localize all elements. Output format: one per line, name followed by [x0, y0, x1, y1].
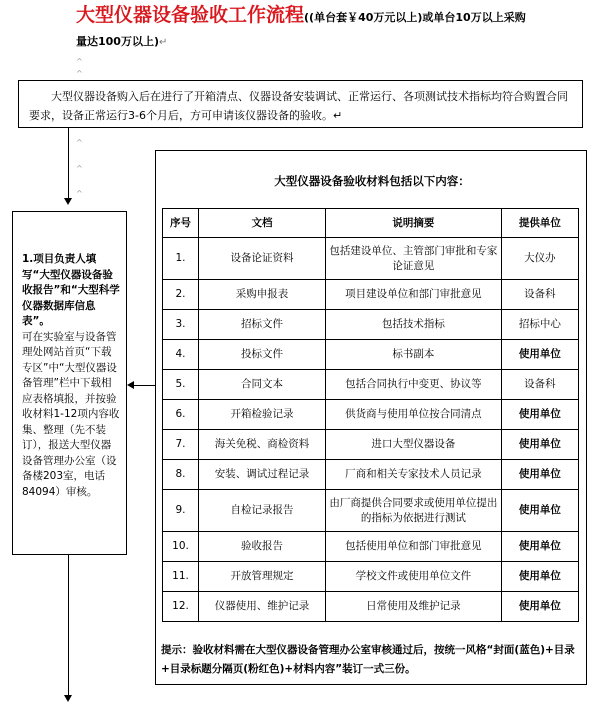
row-provider-cell: 使用单位	[501, 490, 578, 532]
row-desc-cell: 标书副本	[326, 340, 502, 370]
table-row	[163, 532, 579, 562]
row-provider-cell: 使用单位	[501, 400, 578, 430]
row-no-cell: 7.	[163, 430, 199, 460]
materials-frame	[155, 150, 587, 685]
row-desc-cell: 包括建设单位、主管部门审批和专家论证意见	[326, 238, 502, 280]
row-no-cell: 10.	[163, 532, 199, 562]
row-doc-cell: 仪器使用、维护记录	[198, 592, 325, 622]
row-doc-cell: 自检记录报告	[198, 490, 325, 532]
table-row	[163, 280, 579, 310]
materials-title: 大型仪器设备验收材料包括以下内容：	[274, 174, 470, 188]
row-desc-cell: 包括合同执行中变更、协议等	[326, 370, 502, 400]
row-no-cell: 11.	[163, 562, 199, 592]
paragraph-mark: ↵	[159, 37, 168, 48]
row-desc-cell: 学校文件或使用单位文件	[326, 562, 502, 592]
title-main: 大型仪器设备验收工作流程	[76, 4, 305, 26]
materials-table	[162, 208, 579, 622]
title-line2: 量达100万以上)↵	[76, 35, 168, 48]
paragraph-tick: ^	[76, 138, 83, 147]
row-provider-cell: 使用单位	[501, 562, 578, 592]
connector-line	[68, 128, 69, 198]
row-provider-cell: 使用单位	[501, 340, 578, 370]
paragraph-tick: ^	[76, 189, 83, 198]
row-provider-cell: 使用单位	[501, 430, 578, 460]
step-1-heading: 1.项目负责人填写“大型仪器设备验收报告”和“大型科学仪器数据库信息表”。	[22, 253, 120, 327]
intro-box: 大型仪器设备购入后在进行了开箱清点、仪器设备安装调试、正常运行、各项测试技术指标均符合购置合同要求，设备正常运行3-6个月后，方可申请该仪器设备的验收。↵	[18, 80, 583, 128]
row-provider-cell: 使用单位	[501, 592, 578, 622]
row-doc-cell: 开放管理规定	[198, 562, 325, 592]
row-provider-cell: 使用单位	[501, 532, 578, 562]
step-1-box	[12, 211, 127, 555]
row-no-cell: 8.	[163, 460, 199, 490]
step-1-body: 可在实验室与设备管理处网站首页“下载专区”中“大型仪器设备管理”栏中下载相应表格填报，并按验收材料1-12项内容收集、整理（先不装订），报送大型仪器设备管理办公室（设备楼203室，电话84094）审核。	[22, 330, 120, 498]
paragraph-tick: ^	[76, 69, 83, 78]
row-desc-cell: 项目建设单位和部门审批意见	[326, 280, 502, 310]
table-row	[163, 430, 579, 460]
table-row	[163, 238, 579, 280]
row-desc-cell: 厂商和相关专家技术人员记录	[326, 460, 502, 490]
table-row	[163, 310, 579, 340]
row-desc-cell: 日常使用及维护记录	[326, 592, 502, 622]
paragraph-tick: ^	[76, 57, 83, 66]
header-desc: 说明摘要	[326, 209, 502, 238]
header-doc: 文档	[198, 209, 325, 238]
row-doc-cell: 投标文件	[198, 340, 325, 370]
table-row	[163, 460, 579, 490]
row-no-cell: 3.	[163, 310, 199, 340]
row-no-cell: 4.	[163, 340, 199, 370]
connector-line	[134, 385, 155, 386]
row-doc-cell: 采购申报表	[198, 280, 325, 310]
table-row	[163, 490, 579, 532]
arrow-down-icon	[64, 198, 72, 205]
row-desc-cell: 包括使用单位和部门审批意见	[326, 532, 502, 562]
row-desc-cell: 由厂商提供合同要求或使用单位提出的指标为依据进行测试	[326, 490, 502, 532]
row-provider-cell: 使用单位	[501, 460, 578, 490]
document-title	[76, 2, 596, 52]
row-desc-cell: 供货商与使用单位按合同清点	[326, 400, 502, 430]
table-row	[163, 562, 579, 592]
table-row	[163, 340, 579, 370]
row-desc-cell: 包括技术指标	[326, 310, 502, 340]
row-desc-cell: 进口大型仪器设备	[326, 430, 502, 460]
row-no-cell: 9.	[163, 490, 199, 532]
row-no-cell: 12.	[163, 592, 199, 622]
row-doc-cell: 安装、调试过程记录	[198, 460, 325, 490]
title-sub: ((单台套￥40万元以上)或单台10万以上采购	[304, 11, 526, 24]
row-provider-cell: 设备科	[501, 370, 578, 400]
row-provider-cell: 大仪办	[501, 238, 578, 280]
row-no-cell: 1.	[163, 238, 199, 280]
row-doc-cell: 海关免税、商检资料	[198, 430, 325, 460]
submission-note: 提示：验收材料需在大型仪器设备管理办公室审核通过后，按统一风格“封面(蓝色)+目录+目录标题分隔页(粉红色)+材料内容”装订一式三份。	[161, 644, 575, 675]
row-provider-cell: 招标中心	[501, 310, 578, 340]
header-provider: 提供单位	[501, 209, 578, 238]
arrow-left-icon	[127, 381, 134, 389]
row-doc-cell: 设备论证资料	[198, 238, 325, 280]
row-no-cell: 2.	[163, 280, 199, 310]
row-doc-cell: 招标文件	[198, 310, 325, 340]
row-doc-cell: 开箱检验记录	[198, 400, 325, 430]
table-header-row	[163, 209, 579, 238]
row-doc-cell: 验收报告	[198, 532, 325, 562]
paragraph-tick: ^	[76, 164, 83, 173]
row-doc-cell: 合同文本	[198, 370, 325, 400]
row-provider-cell: 设备科	[501, 280, 578, 310]
row-no-cell: 5.	[163, 370, 199, 400]
table-row	[163, 592, 579, 622]
arrow-down-icon	[64, 695, 72, 702]
header-no: 序号	[163, 209, 199, 238]
connector-line	[68, 555, 69, 695]
row-no-cell: 6.	[163, 400, 199, 430]
table-row	[163, 370, 579, 400]
table-row	[163, 400, 579, 430]
